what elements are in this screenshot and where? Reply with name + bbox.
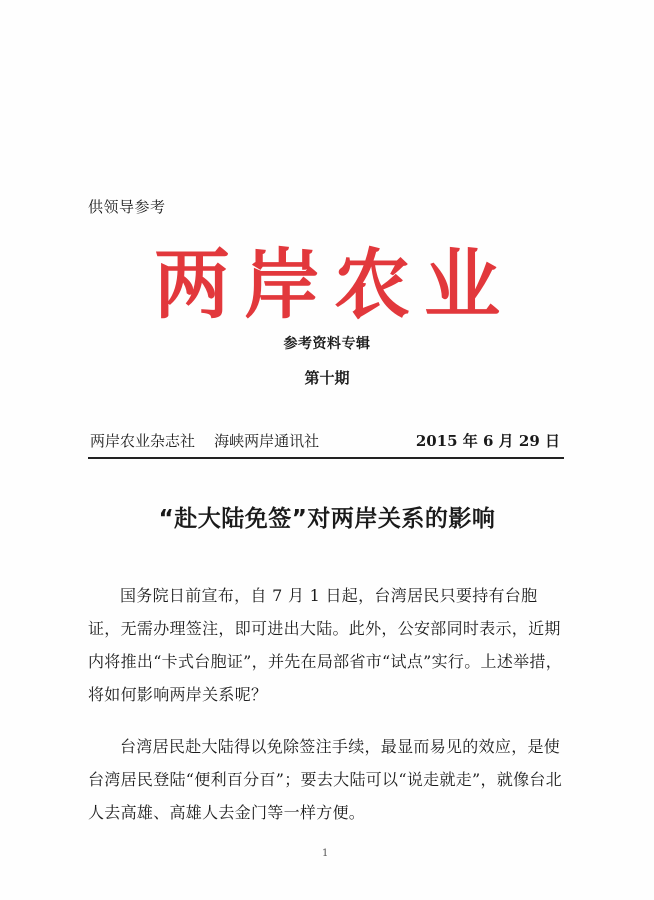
article-paragraph [88, 730, 566, 829]
publisher-row [90, 430, 564, 454]
article-headline: “赴大陆免签”对两岸关系的影响 [158, 506, 496, 532]
issue-number: 第十期 [304, 369, 350, 387]
paragraph-text: 台湾居民赴大陆得以免除签注手续，最显而易见的效应，是使台湾居民登陆“便利百分百”；要去大陆可以“说走就走”，就像台北人去高雄、高雄人去金门等一样方便。 [88, 737, 563, 822]
article-paragraph [88, 579, 566, 711]
masthead-title: 两岸农业 [154, 240, 514, 329]
publication-date: 2015 年 6 月 29 日 [415, 432, 560, 450]
reference-notice: 供领导参考 [88, 198, 166, 216]
masthead-subtitle: 参考资料专辑 [283, 336, 371, 352]
header-divider [88, 457, 564, 459]
page-number: 1 [322, 848, 329, 859]
paragraph-text: 国务院日前宣布，自 7 月 1 日起，台湾居民只要持有台胞证，无需办理签注，即可进出大陆。此外，公安部同时表示，近期内将推出“卡式台胞证”，并先在局部省市“试点”实行。上述举措，将如何影响两岸关系呢？ [88, 586, 563, 704]
publisher-names: 两岸农业杂志社 海峡两岸通讯社 [90, 432, 320, 450]
